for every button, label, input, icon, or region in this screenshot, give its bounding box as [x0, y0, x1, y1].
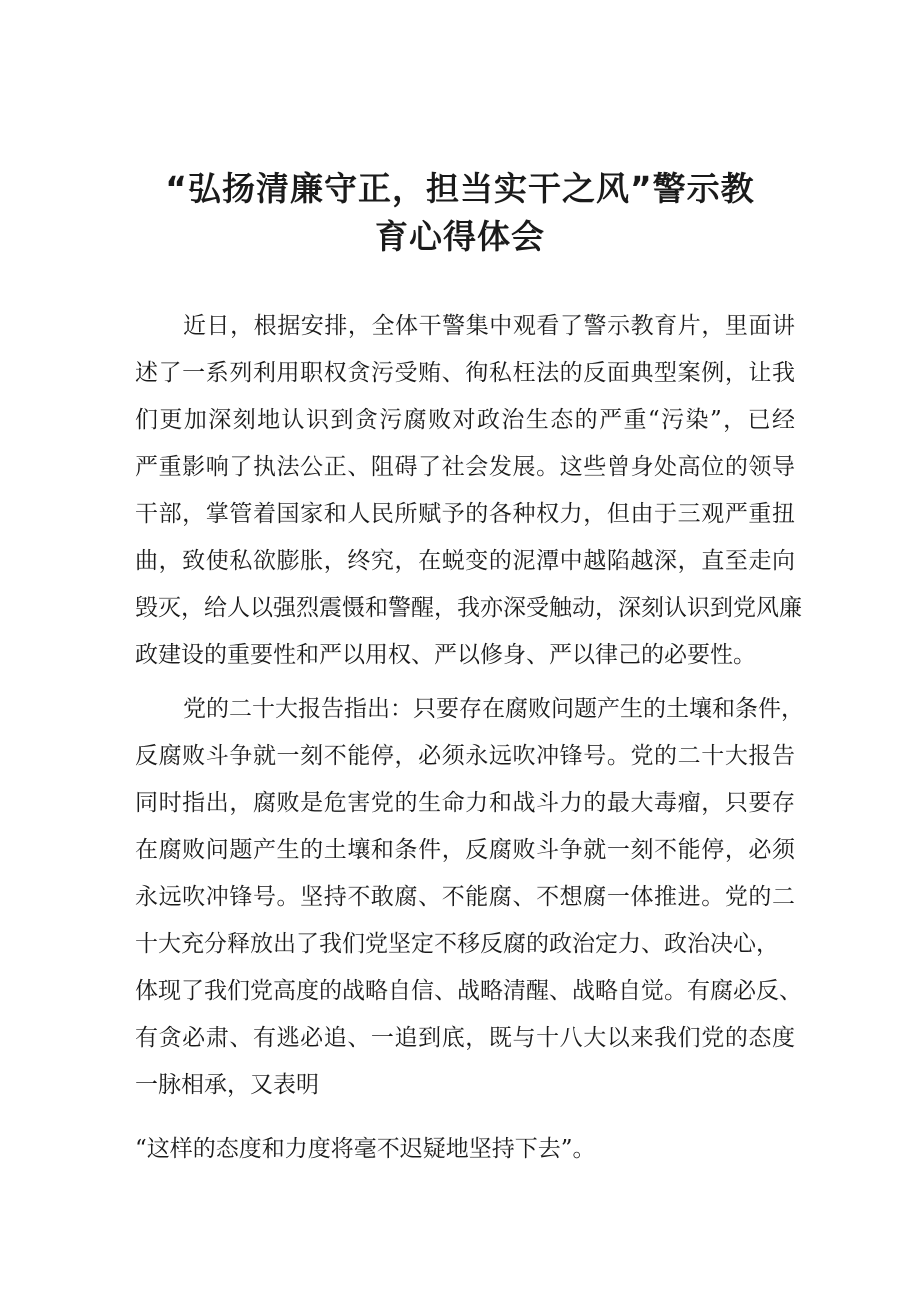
paragraph-1-line-1: 近日，根据安排，全体干警集中观看了警示教育片，里面讲 — [183, 313, 795, 339]
paragraph-2-line-4: 在腐败问题产生的土壤和条件，反腐败斗争就一刻不能停，必须 — [135, 837, 795, 863]
paragraph-2-line-3: 同时指出，腐败是危害党的生命力和战斗力的最大毒瘤，只要存 — [135, 790, 795, 816]
paragraph-2-line-5: 永远吹冲锋号。坚持不敢腐、不能腐、不想腐一体推进。党的二 — [135, 884, 795, 910]
paragraph-2-quote-line: “这样的态度和力度将毫不迟疑地坚持下去”。 — [135, 1136, 596, 1162]
paragraph-2-line-7: 体现了我们党高度的战略自信、战略清醒、战略自觉。有腐必反、 — [135, 978, 802, 1004]
document-title-line-1: “弘扬清廉守正，担当实干之风”警示教 — [165, 169, 755, 208]
paragraph-2-line-2: 反腐败斗争就一刻不能停，必须永远吹冲锋号。党的二十大报告 — [135, 743, 795, 769]
paragraph-1-line-3: 们更加深刻地认识到贪污腐败对政治生态的严重“污染”，已经 — [135, 407, 795, 433]
paragraph-2-line-6: 十大充分释放出了我们党坚定不移反腐的政治定力、政治决心， — [135, 931, 779, 957]
document-title-line-2: 育心得体会 — [375, 217, 545, 256]
paragraph-1-line-2: 述了一系列利用职权贪污受贿、徇私枉法的反面典型案例，让我 — [135, 360, 795, 386]
paragraph-1-line-4: 严重影响了执法公正、阻碍了社会发展。这些曾身处高位的领导 — [135, 454, 795, 480]
paragraph-1-line-6: 曲，致使私欲膨胀，终究，在蜕变的泥潭中越陷越深，直至走向 — [135, 548, 795, 574]
paragraph-1-line-7: 毁灭，给人以强烈震慑和警醒，我亦深受触动，深刻认识到党风廉 — [135, 595, 802, 621]
paragraph-1-line-5: 干部，掌管着国家和人民所赋予的各种权力，但由于三观严重扭 — [135, 501, 795, 527]
paragraph-1-line-8: 政建设的重要性和严以用权、严以修身、严以律己的必要性。 — [135, 642, 756, 668]
paragraph-2-line-1: 党的二十大报告指出：只要存在腐败问题产生的土壤和条件， — [183, 696, 804, 722]
paragraph-2-line-9: 一脉相承，又表明 — [135, 1072, 319, 1098]
paragraph-2-line-8: 有贪必肃、有逃必追、一追到底，既与十八大以来我们党的态度 — [135, 1025, 795, 1051]
